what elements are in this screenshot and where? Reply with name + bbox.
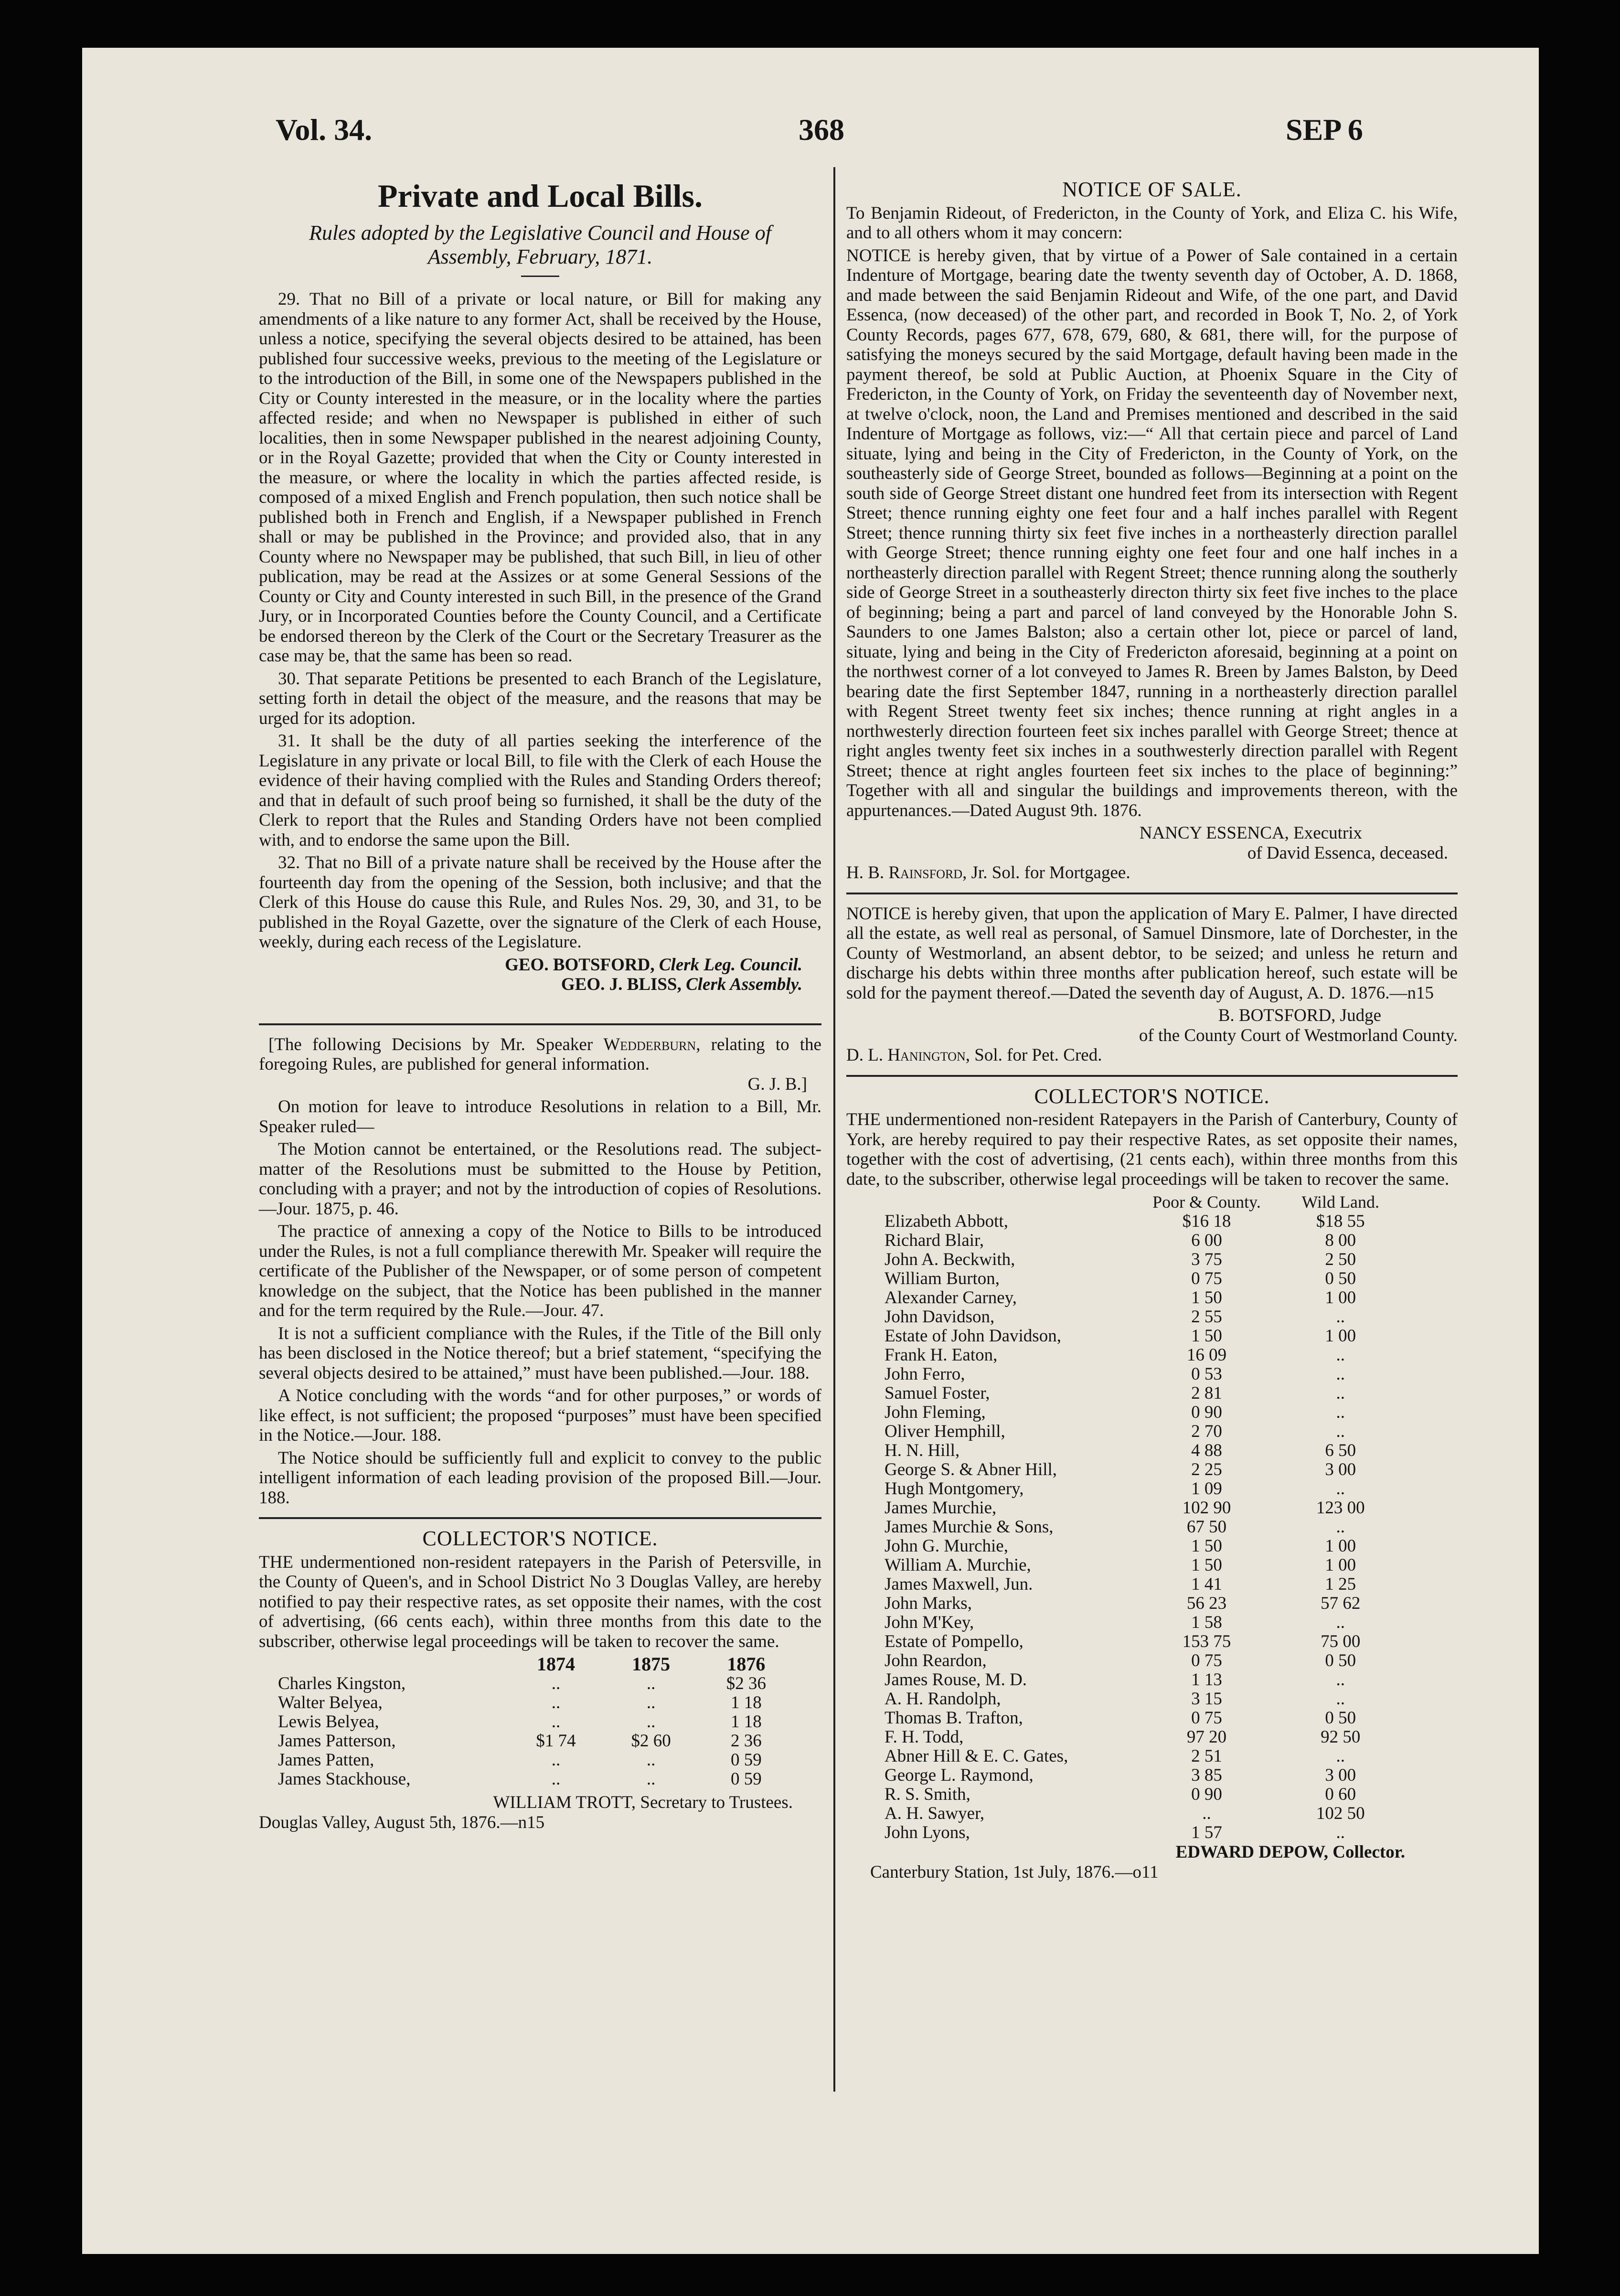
ratepayer-name: George S. & Abner Hill,	[885, 1460, 1057, 1479]
wild-rate: ..	[1336, 1364, 1345, 1384]
decision-3: The practice of annexing a copy of the Notice to Bills to be introduced under the Rules, is not a full compliance therewith Mr. Speaker will require the certificate of the Publisher of the Newspaper, or of some person of competent knowledge on the subject, that the Notice has been published in the manner and for the term required by the Rule.—Jour. 47.	[259, 1222, 821, 1320]
table-row	[885, 1651, 1410, 1670]
poor-rate: 1 13	[1191, 1670, 1222, 1690]
ratepayer-name: George L. Raymond,	[885, 1765, 1034, 1785]
wild-rate: ..	[1336, 1670, 1345, 1690]
ratepayer-name: Oliver Hemphill,	[885, 1422, 1005, 1441]
ratepayer-name: Samuel Foster,	[885, 1383, 990, 1403]
table-row	[885, 1747, 1410, 1766]
wild-rate: 0 50	[1325, 1708, 1356, 1728]
wild-rate: ..	[1336, 1479, 1345, 1499]
table-row	[885, 1632, 1410, 1651]
wild-rate: ..	[1336, 1823, 1345, 1842]
collector-notice-text: THE undermentioned non-resident ratepayers in the Parish of Petersville, in the County of Queen's, and in School District No 3 Douglas Valley, are hereby notified to pay their respective rates, as set opposite their names, with the cost of advertising, (66 cents each), within three months from this date to the subscriber, otherwise legal proceedings will be taken to recover the same.	[259, 1552, 821, 1651]
table-row	[885, 1766, 1410, 1785]
mortgagee-solicitor: H. B. Rainsford, Jr. Sol. for Mortgagee.	[846, 863, 1130, 882]
table-row	[885, 1556, 1410, 1575]
poor-rate: 0 75	[1191, 1269, 1222, 1288]
decision-2: The Motion cannot be entertained, or the Resolutions read. The subject-matter of the Resolutions must be submitted to the House by Petition, concluding with a prayer; and not by the introduction of copies of Resolutions.—Jour. 1875, p. 46.	[259, 1139, 821, 1219]
estate-notice-body: NOTICE is hereby given, that upon the application of Mary E. Palmer, I have directed all the estate, as well real as personal, of Samuel Dinsmore, late of Dorchester, in the County of Westmorland, an absent debtor, to be seized; and unless he return and discharge his debts within three months after publication hereof, such estate will be sold for the payment thereof.—Dated the seventh day of August, A. D. 1876.—n15	[846, 904, 1458, 1003]
ratepayer-name: John Marks,	[885, 1594, 972, 1613]
section-subtitle: Rules adopted by the Legislative Council and House of Assembly, February, 1871.	[309, 221, 771, 268]
table-row	[885, 1479, 1410, 1499]
poor-rate: 2 55	[1191, 1307, 1222, 1327]
wild-rate: ..	[1336, 1422, 1345, 1441]
right-column	[832, 177, 1458, 1885]
table-row: James Patterson, $1 74 $2 60 2 36	[278, 1731, 762, 1751]
wild-rate: 1 00	[1325, 1288, 1356, 1307]
poor-rate: 2 25	[1191, 1460, 1222, 1479]
table-row: James Patten, .. .. 0 59	[278, 1750, 762, 1770]
poor-rate: 56 23	[1186, 1594, 1227, 1613]
wild-rate: ..	[1336, 1613, 1345, 1632]
poor-rate: ..	[1202, 1804, 1211, 1823]
decisions-intro: [The following Decisions by Mr. Speaker Wedderburn, relating to the foregoing Rules, are published for general information. G. J. B.]	[259, 1034, 821, 1094]
wild-rate: 75 00	[1321, 1632, 1361, 1651]
poor-rate: 3 75	[1191, 1250, 1222, 1269]
ratepayer-name: Estate of John Davidson,	[885, 1326, 1061, 1346]
wild-rate: 3 00	[1325, 1765, 1356, 1785]
ratepayer-name: F. H. Todd,	[885, 1727, 964, 1747]
collector-signature: WILLIAM TROTT, Secretary to Trustees.	[493, 1793, 793, 1812]
table-row	[885, 1307, 1410, 1327]
judge-title: of the County Court of Westmorland County.	[1139, 1025, 1458, 1045]
ratepayer-name: John A. Beckwith,	[885, 1250, 1015, 1269]
poor-rate: 0 53	[1191, 1364, 1222, 1384]
poor-rate: 3 85	[1191, 1765, 1222, 1785]
wild-rate: 57 62	[1321, 1594, 1361, 1613]
table-row: Charles Kingston, .. .. $2 36	[278, 1674, 766, 1693]
decision-6: The Notice should be sufficiently full and explicit to convey to the public intelligent information of each leading provision of the proposed Bill.—Jour. 188.	[259, 1448, 821, 1508]
ratepayer-name: William Burton,	[885, 1269, 1000, 1288]
left-column	[259, 174, 821, 1835]
ratepayer-name: James Maxwell, Jun.	[885, 1574, 1033, 1594]
poor-rate: 2 51	[1191, 1746, 1222, 1766]
ratepayer-name: John Fleming,	[885, 1403, 986, 1422]
poor-rate: 1 41	[1191, 1574, 1222, 1594]
ratepayer-name: Elizabeth Abbott,	[885, 1212, 1008, 1231]
rule-30: 30. That separate Petitions be presented to each Branch of the Legislature, setting forth in detail the object of the measure, and the reasons that may be urged for its adoption.	[259, 669, 821, 728]
poor-rate: 0 75	[1191, 1708, 1222, 1728]
table-row	[885, 1613, 1410, 1632]
volume-label: Vol. 34.	[276, 113, 373, 147]
ratepayer-name: H. N. Hill,	[885, 1441, 960, 1460]
table-row	[885, 1518, 1410, 1537]
poor-rate: 0 90	[1191, 1785, 1222, 1804]
decision-4: It is not a sufficient compliance with the Rules, if the Title of the Bill only has been disclosed in the Notice thereof; but a brief statement, “specifying the several objects desired to be attained,” must have been published.—Jour. 188.	[259, 1323, 821, 1383]
wild-land-header: Wild Land.	[1301, 1192, 1379, 1212]
divider	[846, 893, 1458, 894]
table-row	[885, 1441, 1410, 1460]
table-row	[885, 1403, 1410, 1422]
wild-rate: ..	[1336, 1345, 1345, 1365]
ratepayer-name: John G. Murchie,	[885, 1536, 1008, 1556]
section-title: Private and Local Bills.	[378, 178, 703, 214]
ratepayer-name: Abner Hill & E. C. Gates,	[885, 1746, 1068, 1766]
notice-of-sale-body: NOTICE is hereby given, that by virtue of a Power of Sale contained in a certain Indenture of Mortgage, bearing date the twenty seventh day of October, A. D. 1868, and made between the said Benjamin Rideout and Wife, of the one part, and David Essenca, (now deceased) of the other part, and recorded in Book T, No. 2, of York County Records, pages 677, 678, 679, 680, & 681, there will, for the purpose of satisfying the moneys secured by the said Mortgage, default having been made in the payment thereof, be sold at Public Auction, at Phoenix Square in the City of Fredericton, in the County of York, on Friday the seventeenth day of November next, at twelve o'clock, noon, the Land and Premises mentioned and described in the said Indenture of Mortgage as follows, viz:—“ All that certain piece and parcel of Land situate, lying and being in the City of Fredericton, in the County of York, on the southeasterly side of George Street, bounded as follows—Beginning at a point on the south side of George Street distant one hundred feet from its intersection with Regent Street; thence running eighty one feet four and a half inches parallel with Regent Street; thence running thirty six feet five inches in a northeasterly direction parallel with George Street; thence running eighty one feet four and one half inches in a northeasterly direction parallel with Regent Street; thence running along the southerly side of George Street in a southeasterly directon thirty six feet five inches to the place of beginning; being a part and parcel of land conveyed by the Honorable John S. Saunders to one James Balston; also a certain other lot, piece or parcel of land, situate, lying and being in the City of Fredericton aforesaid, beginning at a point on the northwest corner of a lot conveyed to James R. Breen by James Balston, by Deed bearing date the first September 1847, running in a northeasterly direction parallel with Regent Street twenty feet six inches; thence running at right angles in a northwesterly direction fourteen feet six inches parallel with George Street; thence at right angles twenty feet six inches in a southwesterly direction parallel with Regent Street; thence at right angles fourteen feet six inches to the place of beginning:” Together with all and singular the buildings and improvements thereon, with the appurtenances.—Dated August 9th. 1876.	[846, 245, 1458, 820]
table-row	[885, 1288, 1410, 1307]
collector-dateline: Canterbury Station, 1st July, 1876.—o11	[870, 1862, 1159, 1882]
wild-rate: ..	[1336, 1307, 1345, 1327]
rule-32: 32. That no Bill of a private nature shall be received by the House after the fourteenth day from the opening of the Session, both inclusive; and that the Clerk of this House do cause this Rule, and Rules Nos. 29, 30, and 31, to be published in the Royal Gazette, over the signature of the Clerk of each House, weekly, during each recess of the Legislature.	[259, 853, 821, 952]
poor-rate: 67 50	[1186, 1517, 1227, 1537]
ratepayer-name: James Murchie,	[885, 1498, 997, 1518]
wild-rate: ..	[1336, 1403, 1345, 1422]
table-row	[885, 1422, 1410, 1441]
rule-31: 31. It shall be the duty of all parties seeking the interference of the Legislature in any private or local Bill, to file with the Clerk of each House the evidence of their having complied with the Rules and Standing Orders thereof; and that in default of such proof being so furnished, it shall be the duty of the Clerk to report that the Rules and Standing Orders have not been complied with, and to endorse the same upon the Bill.	[259, 731, 821, 850]
notice-of-sale-heading: NOTICE OF SALE.	[1062, 178, 1242, 201]
wild-rate: ..	[1336, 1689, 1345, 1709]
ratepayer-name: Estate of Pompello,	[885, 1632, 1023, 1651]
divider	[259, 1517, 821, 1519]
ratepayer-name: A. H. Sawyer,	[885, 1804, 985, 1823]
poor-rate: 1 50	[1191, 1536, 1222, 1556]
poor-rate: 1 58	[1191, 1613, 1222, 1632]
wild-rate: 1 25	[1325, 1574, 1356, 1594]
executrix-title: of David Essenca, deceased.	[1247, 843, 1448, 863]
table-row	[885, 1670, 1410, 1690]
table-row	[885, 1499, 1410, 1518]
poor-rate: 153 75	[1182, 1632, 1231, 1651]
wild-rate: 0 50	[1325, 1269, 1356, 1288]
table-row: Walter Belyea, .. .. 1 18	[278, 1693, 762, 1712]
wild-rate: ..	[1336, 1517, 1345, 1537]
poor-rate: 102 90	[1182, 1498, 1231, 1518]
ratepayer-name: Frank H. Eaton,	[885, 1345, 998, 1365]
issue-date: SEP 6	[1286, 113, 1363, 147]
poor-rate: 1 50	[1191, 1288, 1222, 1307]
newspaper-page	[82, 48, 1539, 2254]
poor-rate: 1 57	[1191, 1823, 1222, 1842]
collector-signature: EDWARD DEPOW, Collector.	[1175, 1842, 1405, 1862]
poor-rate: 97 20	[1186, 1727, 1227, 1747]
table-row	[885, 1823, 1410, 1842]
poor-rate: 16 09	[1186, 1345, 1227, 1365]
table-row	[885, 1804, 1410, 1823]
year-header: 1874	[536, 1653, 575, 1675]
poor-rate: 1 09	[1191, 1479, 1222, 1499]
table-row: Lewis Belyea, .. .. 1 18	[278, 1712, 762, 1732]
ratepayer-name: William A. Murchie,	[885, 1555, 1031, 1575]
canterbury-rates-table	[885, 1192, 1410, 1842]
wild-rate: 1 00	[1325, 1536, 1356, 1556]
divider	[846, 1075, 1458, 1077]
ratepayer-name: Richard Blair,	[885, 1231, 984, 1250]
poor-rate: 2 81	[1191, 1383, 1222, 1403]
signature-council: GEO. BOTSFORD, Clerk Leg. Council.	[505, 955, 802, 975]
wild-rate: 1 00	[1325, 1555, 1356, 1575]
wild-rate: ..	[1336, 1383, 1345, 1403]
ratepayer-name: R. S. Smith,	[885, 1785, 970, 1804]
executrix-signature: NANCY ESSENCA, Executrix	[1139, 823, 1362, 843]
wild-rate: 0 60	[1325, 1785, 1356, 1804]
wild-rate: 2 50	[1325, 1250, 1356, 1269]
collector-dateline: Douglas Valley, August 5th, 1876.—n15	[259, 1812, 545, 1832]
judge-signature: B. BOTSFORD, Judge	[1218, 1006, 1381, 1025]
poor-rate: 1 50	[1191, 1326, 1222, 1346]
poor-rate: 4 88	[1191, 1441, 1222, 1460]
page-number: 368	[799, 113, 844, 147]
poor-rate: 2 70	[1191, 1422, 1222, 1441]
table-row	[885, 1537, 1410, 1556]
table-row	[885, 1327, 1410, 1346]
canterbury-rows	[885, 1212, 1410, 1842]
divider	[521, 276, 559, 277]
ratepayer-name: John M'Key,	[885, 1613, 974, 1632]
poor-rate: $16 18	[1182, 1212, 1231, 1231]
decision-5: A Notice concluding with the words “and for other purposes,” or words of like effect, is not sufficient; the proposed “purposes” must have been specified in the Notice.—Jour. 188.	[259, 1386, 821, 1445]
creditor-solicitor: D. L. Hanington, Sol. for Pet. Cred.	[846, 1045, 1102, 1065]
table-row: James Stackhouse, .. .. 0 59	[278, 1769, 762, 1789]
rule-29: 29. That no Bill of a private or local nature, or Bill for making any amendments of a like nature to any former Act, shall be received by the House, unless a notice, specifying the several objects desired to be attained, has been published four successive weeks, previous to the meeting of the Legislature or to the introduction of the Bill, in some one of the Newspapers published in the City or County interested in the measure, or in the locality where the parties affected reside; and when no Newspaper is published in either of such localities, then in some Newspaper published in the nearest adjoining County, or in the Royal Gazette; provided that when the City or County interested in the measure, or where the locality in which the parties affected reside, is composed of a mixed English and French population, then such notice shall be published both in French and English, if a Newspaper published in French shall or may be published in the Province; and provided also, that in any County where no Newspaper may be published, that such Bill, in lieu of other publication, may be read at the Assizes or at some General Sessions of the County or City and County interested in such Bill, in the presence of the Grand Jury, or in Incorporated Counties before the County Council, and a Certificate be endorsed thereon by the Clerk of the Court or the Secretary Treasurer as the case may be, that the same has been so read.	[259, 289, 821, 666]
ratepayer-name: Hugh Montgomery,	[885, 1479, 1024, 1499]
table-row	[885, 1250, 1410, 1269]
poor-rate: 3 15	[1191, 1689, 1222, 1709]
ratepayer-name: James Murchie & Sons,	[885, 1517, 1054, 1537]
collector-notice-heading: COLLECTOR'S NOTICE.	[422, 1527, 658, 1550]
poor-rate: 0 75	[1191, 1651, 1222, 1670]
divider	[259, 1023, 821, 1025]
petersville-rates-table	[278, 1654, 794, 1789]
wild-rate: 6 50	[1325, 1441, 1356, 1460]
decision-1: On motion for leave to introduce Resolutions in relation to a Bill, Mr. Speaker ruled—	[259, 1097, 821, 1137]
wild-rate: 1 00	[1325, 1326, 1356, 1346]
page-header	[82, 48, 1539, 147]
collector-notice-text: THE undermentioned non-resident Ratepayers in the Parish of Canterbury, County of York, are hereby required to pay their respective Rates, as set opposite their names, together with the cost of advertising, (21 cents each), within three months from this date, to the subscriber, otherwise legal proceedings will be taken to recover the same.	[846, 1110, 1458, 1189]
wild-rate: 123 00	[1316, 1498, 1365, 1518]
poor-rate: 0 90	[1191, 1403, 1222, 1422]
table-header-row	[278, 1654, 794, 1674]
table-row	[885, 1212, 1410, 1231]
ratepayer-name: Thomas B. Trafton,	[885, 1708, 1023, 1728]
wild-rate: 102 50	[1316, 1804, 1365, 1823]
table-row	[885, 1594, 1410, 1613]
signature-assembly: GEO. J. BLISS, Clerk Assembly.	[561, 975, 802, 994]
table-row	[885, 1460, 1410, 1479]
poor-rate: 1 50	[1191, 1555, 1222, 1575]
collector-notice-heading: COLLECTOR'S NOTICE.	[1034, 1084, 1270, 1108]
wild-rate: ..	[1336, 1746, 1345, 1766]
wild-rate: 3 00	[1325, 1460, 1356, 1479]
table-row	[885, 1231, 1410, 1250]
notice-of-sale-addressee: To Benjamin Rideout, of Fredericton, in the County of York, and Eliza C. his Wife, and to all others whom it may concern:	[846, 203, 1458, 243]
ratepayer-name: John Reardon,	[885, 1651, 987, 1670]
table-row	[885, 1384, 1410, 1403]
ratepayer-name: John Lyons,	[885, 1823, 970, 1842]
ratepayer-name: Alexander Carney,	[885, 1288, 1017, 1307]
ratepayer-name: A. H. Randolph,	[885, 1689, 1001, 1709]
table-row	[885, 1365, 1410, 1384]
wild-rate: 92 50	[1321, 1727, 1361, 1747]
wild-rate: 0 50	[1325, 1651, 1356, 1670]
poor-county-header: Poor & County.	[1152, 1192, 1261, 1212]
year-header: 1876	[727, 1653, 766, 1675]
table-row	[885, 1575, 1410, 1594]
table-row	[885, 1728, 1410, 1747]
ratepayer-name: James Rouse, M. D.	[885, 1670, 1027, 1690]
table-row	[885, 1690, 1410, 1709]
ratepayer-name: John Davidson,	[885, 1307, 995, 1327]
table-row	[885, 1346, 1410, 1365]
table-row	[885, 1709, 1410, 1728]
ratepayer-name: John Ferro,	[885, 1364, 965, 1384]
table-row	[885, 1785, 1410, 1804]
wild-rate: $18 55	[1316, 1212, 1365, 1231]
poor-rate: 6 00	[1191, 1231, 1222, 1250]
wild-rate: 8 00	[1325, 1231, 1356, 1250]
table-header-row	[885, 1192, 1410, 1212]
year-header: 1875	[632, 1653, 671, 1675]
table-row	[885, 1269, 1410, 1288]
